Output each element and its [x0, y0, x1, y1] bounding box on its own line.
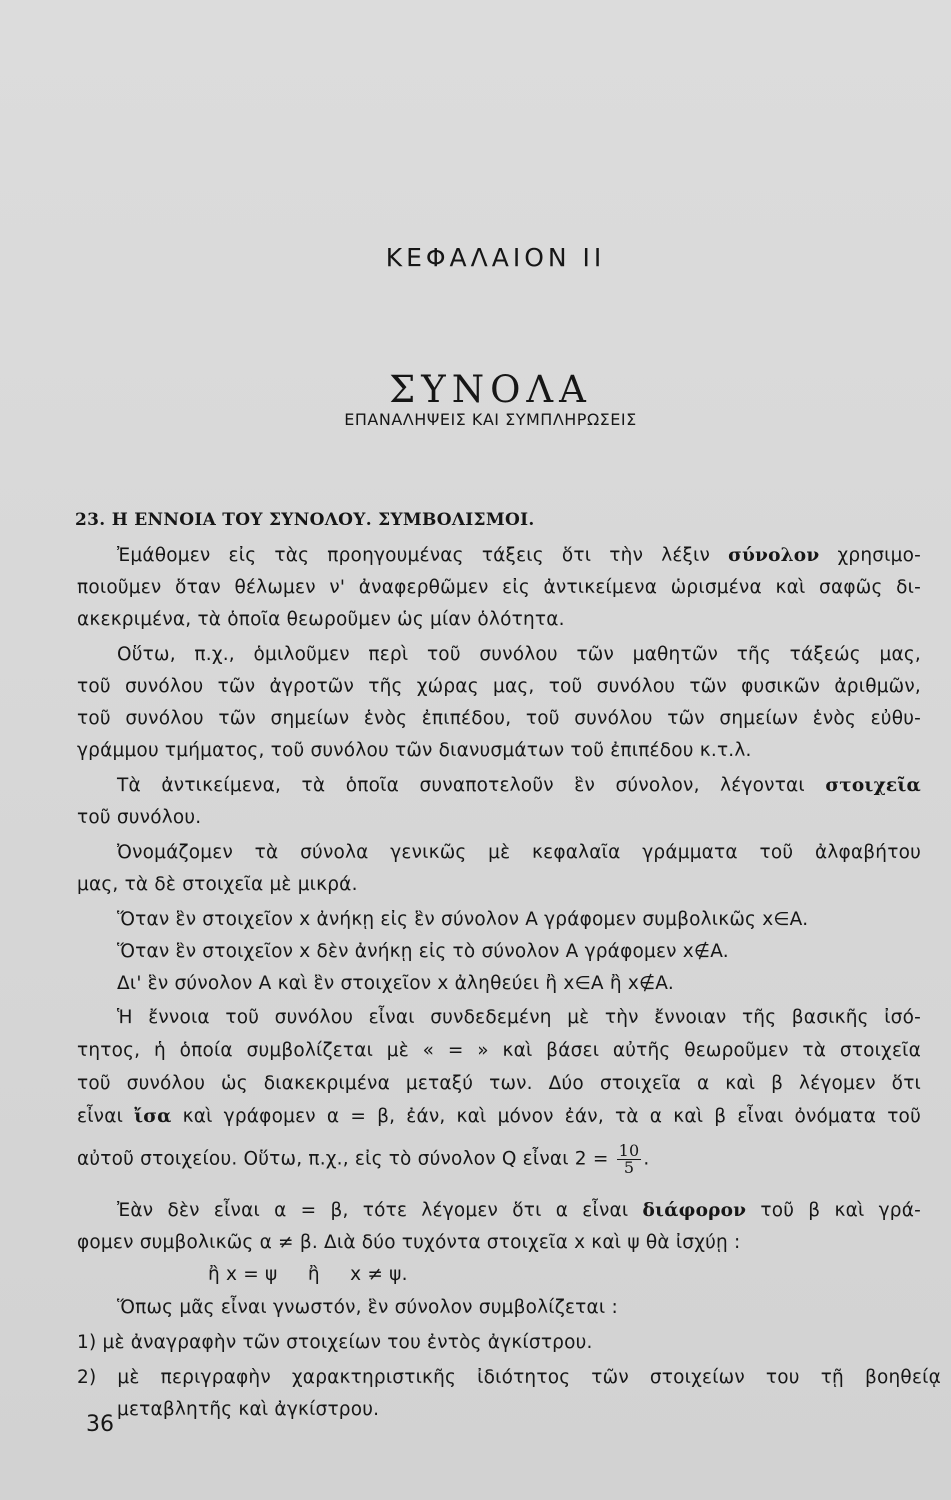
chapter-heading: ΚΕΦΑΛΑΙΟΝ ΙΙ	[385, 243, 606, 272]
text-line: Ἐμάθομεν εἰς τὰς προηγουμένας τάξεις ὅτι τὴν λέξιν σύνολον χρησιμο-	[117, 545, 921, 566]
text-line: Ὀνομάζομεν τὰ σύνολα γενικῶς μὲ κεφαλαῖα γράμματα τοῦ ἀλφαβήτου	[117, 842, 921, 863]
text-line: Δι' ἓν σύνολον A καὶ ἓν στοιχεῖον x ἀληθεύει ἢ x∈A ἢ x∉A.	[117, 973, 674, 994]
text-line: τοῦ συνόλου τῶν ἀγροτῶν τῆς χώρας μας, τοῦ συνόλου τῶν φυσικῶν ἀριθμῶν,	[77, 676, 921, 697]
fraction: $\frac{10}{5}$	[618, 1141, 640, 1177]
text-line: Ἐὰν δὲν εἶναι α = β, τότε λέγομεν ὅτι α εἶναι διάφορον τοῦ β καὶ γρά-	[117, 1200, 921, 1221]
text-line: Οὕτω, π.χ., ὁμιλοῦμεν περὶ τοῦ συνόλου τῶν μαθητῶν τῆς τάξεώς μας,	[117, 644, 921, 665]
text-line: εἶναι ἴσα καὶ γράφομεν α = β, ἐάν, καὶ μόνον ἐάν, τὰ α καὶ β εἶναι ὀνόματα τοῦ	[77, 1106, 921, 1127]
list-item-continuation: μεταβλητῆς καὶ ἀγκίστρου.	[117, 1399, 380, 1420]
text-line: μας, τὰ δὲ στοιχεῖα μὲ μικρά.	[77, 874, 358, 895]
text-line: Ὅταν ἓν στοιχεῖον x δὲν ἀνήκῃ εἰς τὸ σύνολον A γράφομεν x∉A.	[117, 941, 729, 962]
section-heading: 23. Η ΕΝΝΟΙΑ ΤΟΥ ΣΥΝΟΛΟΥ. ΣΥΜΒΟΛΙΣΜΟΙ.	[75, 510, 535, 530]
text-line: ακεκριμένα, τὰ ὁποῖα θεωροῦμεν ὡς μίαν ὁλότητα.	[77, 609, 565, 630]
page-number: 36	[86, 1412, 114, 1437]
text-line: ποιοῦμεν ὅταν θέλωμεν ν' ἀναφερθῶμεν εἰς ἀντικείμενα ὡρισμένα καὶ σαφῶς δι-	[77, 577, 921, 598]
text-line: αὐτοῦ στοιχείου. Οὕτω, π.χ., εἰς τὸ σύνολον Q εἶναι 2 = $\frac{10}{5}$ .	[77, 1141, 650, 1177]
text-line: τητος, ἡ ὁποία συμβολίζεται μὲ « = » καὶ βάσει αὐτῆς θεωροῦμεν τὰ στοιχεῖα	[77, 1040, 921, 1061]
list-item: 1) μὲ ἀναγραφὴν τῶν στοιχείων του ἐντὸς ἀγκίστρου.	[77, 1332, 593, 1353]
text-line: Ὅταν ἓν στοιχεῖον x ἀνήκῃ εἰς ἓν σύνολον A γράφομεν συμβολικῶς x∈A.	[117, 909, 809, 930]
text-line: φομεν συμβολικῶς α ≠ β. Διὰ δύο τυχόντα στοιχεῖα x καὶ ψ θὰ ἰσχύῃ :	[77, 1232, 741, 1253]
list-item: 2) μὲ περιγραφὴν χαρακτηριστικῆς ἰδιότητος τῶν στοιχείων του τῇ βοηθείᾳ	[77, 1367, 941, 1388]
chapter-title: ΣΥΝΟΛΑ	[389, 368, 592, 411]
text-line: Τὰ ἀντικείμενα, τὰ ὁποῖα συναποτελοῦν ἓν σύνολον, λέγονται στοιχεῖα	[117, 775, 921, 796]
text-line: ἢ x = ψ ἢ x ≠ ψ.	[208, 1264, 408, 1285]
text-line: τοῦ συνόλου.	[77, 807, 202, 828]
text-line: Ἡ ἔννοια τοῦ συνόλου εἶναι συνδεδεμένη μὲ τὴν ἔννοιαν τῆς βασικῆς ἰσό-	[117, 1007, 921, 1028]
text-line: τοῦ συνόλου τῶν σημείων ἑνὸς ἐπιπέδου, τοῦ συνόλου τῶν σημείων ἑνὸς εὐθυ-	[77, 708, 921, 729]
text-line: γράμμου τμήματος, τοῦ συνόλου τῶν διανυσμάτων τοῦ ἐπιπέδου κ.τ.λ.	[77, 740, 752, 761]
text-line: Ὅπως μᾶς εἶναι γνωστόν, ἓν σύνολον συμβολίζεται :	[117, 1297, 618, 1318]
text-line: τοῦ συνόλου ὡς διακεκριμένα μεταξύ των. Δύο στοιχεῖα α καὶ β λέγομεν ὅτι	[77, 1073, 921, 1094]
chapter-subtitle: ΕΠΑΝΑΛΗΨΕΙΣ ΚΑΙ ΣΥΜΠΛΗΡΩΣΕΙΣ	[344, 410, 637, 429]
